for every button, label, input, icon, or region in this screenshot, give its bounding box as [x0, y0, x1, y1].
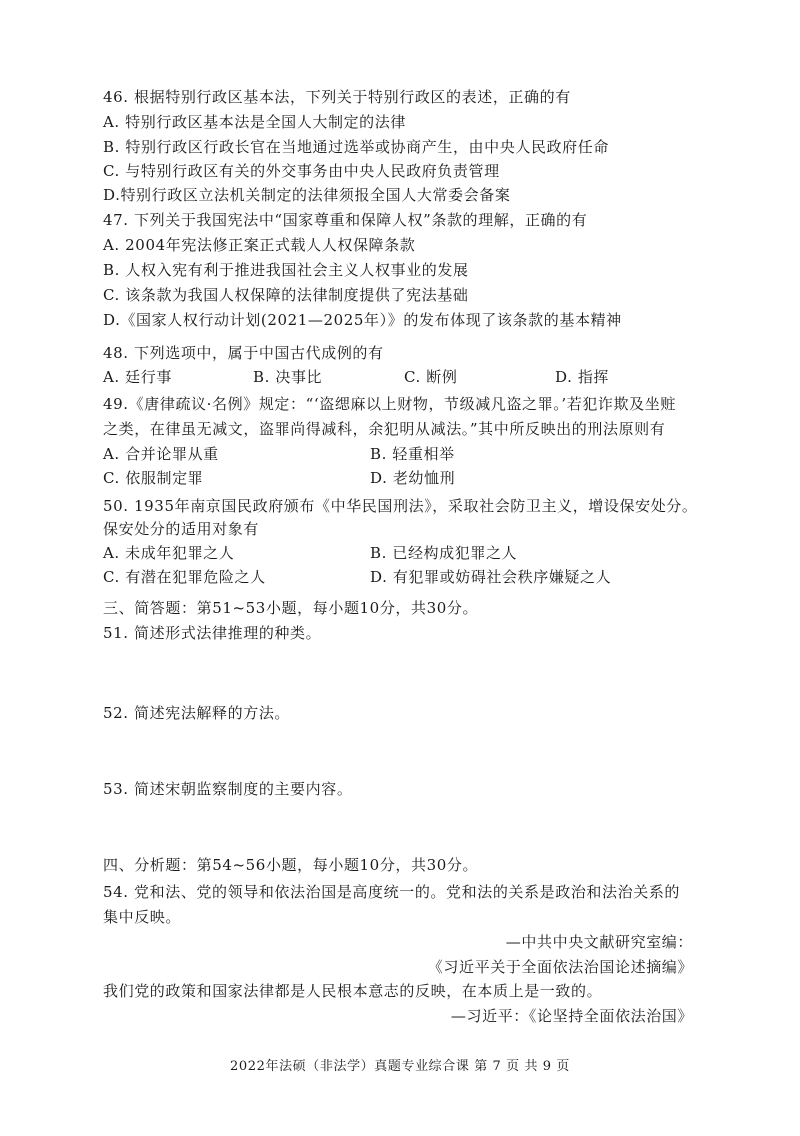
q50-option-c: C. 有潜在犯罪危险之人	[103, 568, 266, 586]
q48-stem: 48. 下列选项中，属于中国古代成例的有	[103, 344, 384, 362]
q46-option-a: A. 特别行政区基本法是全国人大制定的法律	[103, 113, 406, 131]
q47-stem: 47. 下列关于我国宪法中“国家尊重和保障人权”条款的理解，正确的有	[103, 211, 588, 229]
q47-option-c: C. 该条款为我国人权保障的法律制度提供了宪法基础	[103, 286, 469, 304]
q47-option-d: D.《国家人权行动计划(2021—2025年）》的发布体现了该条款的基本精神	[103, 311, 622, 329]
q48-option-b: B. 决事比	[253, 368, 323, 386]
q50-option-a: A. 未成年犯罪之人	[103, 544, 235, 562]
q50-stem-line2: 保安处分的适用对象有	[103, 520, 260, 538]
q49-stem-line2: 之类，在律虽无减文，盗罪尚得减科，余犯明从减法。”其中所反映出的刑法原则有	[103, 420, 666, 438]
q50-option-b: B. 已经构成犯罪之人	[370, 544, 518, 562]
section3-heading: 三、简答题：第51~53小题，每小题10分，共30分。	[103, 599, 479, 617]
q46-option-b: B. 特别行政区行政长官在当地通过选举或协商产生，由中央人民政府任命	[103, 138, 609, 156]
q54-quote: 我们党的政策和国家法律都是人民根本意志的反映，在本质上是一致的。	[103, 982, 603, 1000]
q49-stem-line1: 49.《唐律疏议·名例》规定：“‘盗缌麻以上财物，节级减凡盗之罪。’若犯诈欺及坐赃	[103, 395, 676, 413]
q50-option-d: D. 有犯罪或妨碍社会秩序嫌疑之人	[370, 568, 612, 586]
q47-option-b: B. 人权入宪有利于推进我国社会主义人权事业的发展	[103, 261, 469, 279]
section4-heading: 四、分析题：第54~56小题，每小题10分，共30分。	[103, 856, 479, 874]
q49-option-c: C. 依服制定罪	[103, 469, 204, 487]
q46-option-d: D.特别行政区立法机关制定的法律须报全国人大常委会备案	[103, 186, 511, 204]
q47-option-a: A. 2004年宪法修正案正式载人人权保障条款	[103, 236, 416, 254]
page-footer: 2022年法硕（非法学）真题专业综合课 第 7 页 共 9 页	[229, 1059, 571, 1074]
q51-text: 51. 简述形式法律推理的种类。	[103, 624, 322, 642]
q54-line1: 54. 党和法、党的领导和依法治国是高度统一的。党和法的关系是政治和法治关系的	[103, 883, 681, 901]
q46-option-c: C. 与特别行政区有关的外交事务由中央人民政府负责管理	[103, 162, 500, 180]
q52-text: 52. 简述宪法解释的方法。	[103, 704, 291, 722]
q49-option-d: D. 老幼恤刑	[370, 469, 456, 487]
source1-line1: —中共中央文献研究室编：	[505, 933, 693, 951]
q50-stem-line1: 50. 1935年南京国民政府颁布《中华民国刑法》，采取社会防卫主义，增设保安处分。	[103, 497, 698, 515]
q49-option-a: A. 合并论罪从重	[103, 445, 219, 463]
q48-option-a: A. 廷行事	[103, 368, 172, 386]
q53-text: 53. 简述宋朝监察制度的主要内容。	[103, 780, 353, 798]
q48-option-d: D. 指挥	[555, 368, 610, 386]
q54-line2: 集中反映。	[103, 908, 182, 926]
source2: —习近平：《论坚持全面依法治国》	[450, 1007, 693, 1025]
q46-stem: 46. 根据特别行政区基本法，下列关于特别行政区的表述，正确的有	[103, 88, 571, 106]
q48-option-c: C. 断例	[404, 368, 458, 386]
q49-option-b: B. 轻重相举	[370, 445, 455, 463]
source1-line2: 《习近平关于全面依法治国论述摘编》	[427, 958, 693, 976]
